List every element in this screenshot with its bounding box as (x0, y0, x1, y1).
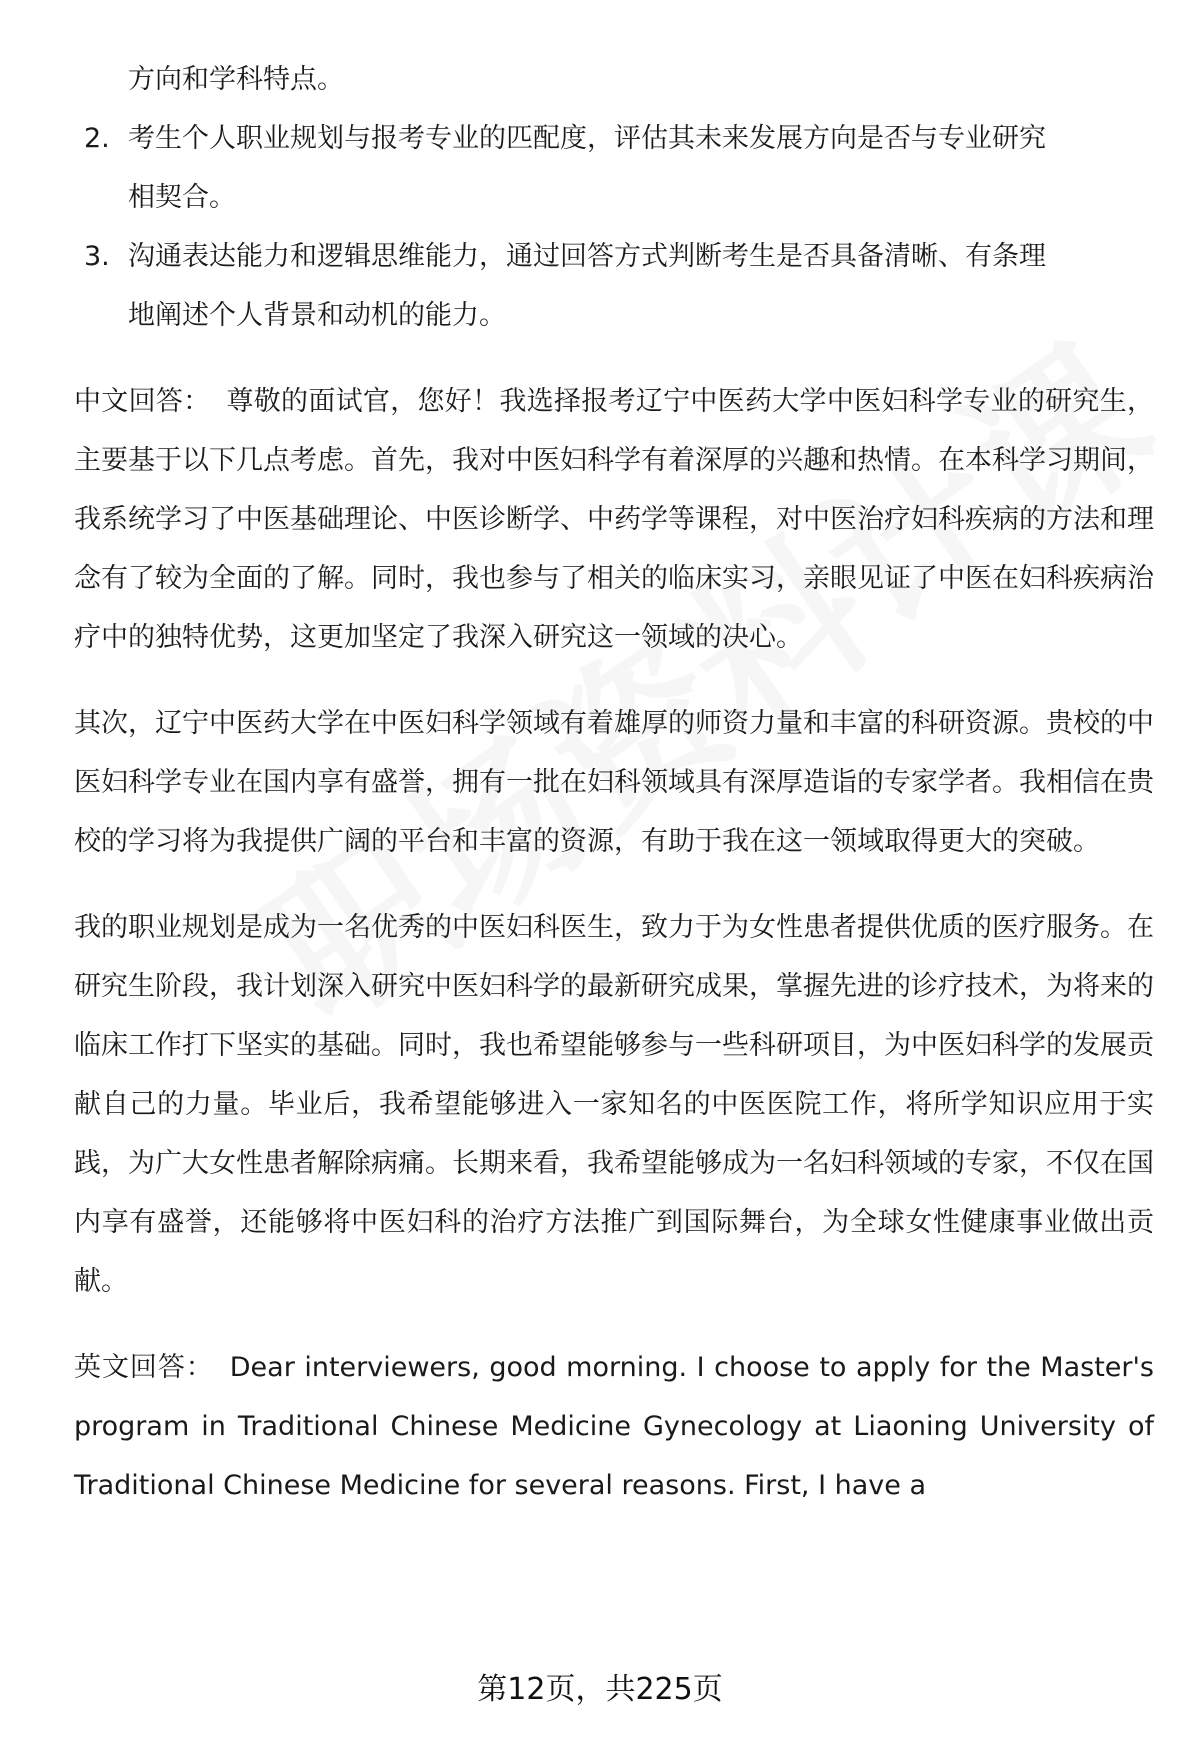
answer-en-text: Dear interviewers, good morning. I choose to apply for the Master's program in Traditional Chinese Medicine Gynecology at Liaoning University of Traditional Chinese Medicine for several reasons. First, I have a (74, 1352, 1154, 1501)
criterion-text-line1: 考生个人职业规划与报考专业的匹配度，评估其未来发展方向是否与专业研究 (128, 123, 1046, 154)
answer-en-label: 英文回答： (74, 1352, 214, 1383)
page-number: 第12页，共225页 (477, 1672, 723, 1707)
document-page (74, 50, 1154, 1542)
criterion-text-line2: 相契合。 (128, 182, 236, 213)
answer-cn-paragraph-2: 其次，辽宁中医药大学在中医妇科学领域有着雄厚的师资力量和丰富的科研资源。贵校的中医妇科学专业在国内享有盛誉，拥有一批在妇科领域具有深厚造诣的专家学者。我相信在贵校的学习将为我提供广阔的平台和丰富的资源，有助于我在这一领域取得更大的突破。 (74, 708, 1154, 857)
answer-cn-paragraph-1 (74, 372, 1154, 667)
criterion-3 (74, 227, 1154, 345)
list-number: 2. (84, 123, 110, 154)
answer-cn-label: 中文回答： (74, 386, 211, 417)
criterion-2 (74, 109, 1154, 227)
criterion-text-line2: 地阐述个人背景和动机的能力。 (128, 300, 506, 331)
list-number: 3. (84, 241, 110, 272)
criterion-1-continuation: 方向和学科特点。 (128, 64, 344, 95)
answer-cn-text-1: 尊敬的面试官，您好！我选择报考辽宁中医药大学中医妇科学专业的研究生，主要基于以下几点考虑。首先，我对中医妇科学有着深厚的兴趣和热情。在本科学习期间，我系统学习了中医基础理论、中医诊断学、中药学等课程，对中医治疗妇科疾病的方法和理念有了较为全面的了解。同时，我也参与了相关的临床实习，亲眼见证了中医在妇科疾病治疗中的独特优势，这更加坚定了我深入研究这一领域的决心。 (74, 386, 1155, 653)
answer-en-paragraph (74, 1338, 1154, 1515)
criterion-text-line1: 沟通表达能力和逻辑思维能力，通过回答方式判断考生是否具备清晰、有条理 (128, 241, 1046, 272)
answer-cn-paragraph-3: 我的职业规划是成为一名优秀的中医妇科医生，致力于为女性患者提供优质的医疗服务。在研究生阶段，我计划深入研究中医妇科学的最新研究成果，掌握先进的诊疗技术，为将来的临床工作打下坚实的基础。同时，我也希望能够参与一些科研项目，为中医妇科学的发展贡献自己的力量。毕业后，我希望能够进入一家知名的中医医院工作，将所学知识应用于实践，为广大女性患者解除病痛。长期来看，我希望能够成为一名妇科领域的专家，不仅在国内享有盛誉，还能够将中医妇科的治疗方法推广到国际舞台，为全球女性健康事业做出贡献。 (74, 912, 1154, 1297)
criteria-list (74, 109, 1154, 345)
